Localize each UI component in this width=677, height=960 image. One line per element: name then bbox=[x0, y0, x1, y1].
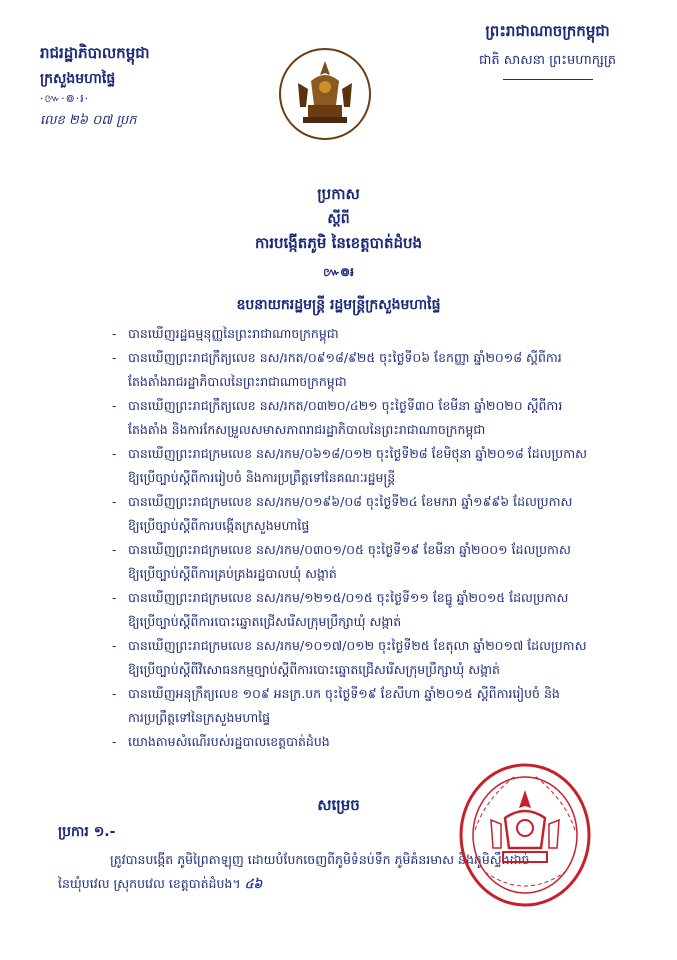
article-body-line1: ត្រូវបានបង្កើត ភូមិព្រៃតាឡុញ ដោយបំបែកចេញពីភូមិទំនប់ទឹក ភូមិគំនរមាស និងភូមិស្ទឹងដាច់ bbox=[110, 852, 530, 867]
list-item: ឱ្យប្រើច្បាប់ស្តីពីការបោះឆ្នោតជ្រើសរើសក្រុមប្រឹក្សាឃុំ សង្កាត់ bbox=[128, 614, 402, 629]
document-type: ប្រកាស bbox=[317, 185, 360, 203]
government-name: រាជរដ្ឋាភិបាលកម្ពុជា bbox=[40, 44, 150, 62]
article-body-text: នៃឃុំបវេល ស្រុកបវេល ខេត្តបាត់ដំបង។ bbox=[58, 876, 241, 891]
list-item: - បានឃើញព្រះរាជក្រឹត្យលេខ នស/រកត/០៩១៨/៩២៥ ចុះថ្ងៃទី០៦ ខែកញ្ញា ឆ្នាំ២០១៨ ស្តីពីការ bbox=[112, 346, 657, 370]
list-item: - បានឃើញព្រះរាជក្រមលេខ នស/រកម/១២១៥/០១៥ ចុះថ្ងៃទី១១ ខែធ្នូ ឆ្នាំ២០១៥ ដែលប្រកាស bbox=[112, 586, 657, 610]
royal-emblem-icon bbox=[278, 47, 372, 141]
ministry-name: ក្រសួងមហាផ្ទៃ bbox=[40, 71, 116, 87]
list-item: - បានឃើញព្រះរាជក្រមលេខ នស/រកម/០៦១៨/០១២ ចុះថ្ងៃទី២៨ ខែមិថុនា ឆ្នាំ២០១៨ ដែលប្រកាស bbox=[112, 442, 657, 466]
list-item: តែងតាំង និងការកែសម្រួលសមាសភាពរាជរដ្ឋាភិបាលនៃព្រះរាជាណាចក្រកម្ពុជា bbox=[128, 422, 486, 437]
list-item: ឱ្យប្រើច្បាប់ស្តីពីការបង្កើតក្រសួងមហាផ្ទៃ bbox=[128, 518, 310, 533]
list-item: - បានឃើញព្រះរាជក្រមលេខ នស/រកម/០៣០១/០៥ ចុះថ្ងៃទី១៩ ខែមីនា ឆ្នាំ២០០១ ដែលប្រកាស bbox=[112, 538, 657, 562]
motto-divider bbox=[503, 79, 593, 80]
list-item: ឱ្យប្រើច្បាប់ស្តីពីការរៀបចំ និងការប្រព្រឹត្តទៅនៃគណៈរដ្ឋមន្ត្រី bbox=[128, 470, 396, 485]
document-subject: ការបង្កើតភូមិ នៃខេត្តបាត់ដំបង bbox=[254, 234, 423, 252]
official-seal-icon bbox=[455, 760, 595, 910]
ministry-header bbox=[40, 44, 210, 131]
kingdom-name: ព្រះរាជាណាចក្រកម្ពុជា bbox=[485, 22, 610, 40]
header-ornament: ·៚·៙·៛· bbox=[40, 92, 90, 105]
list-item: - បានឃើញព្រះរាជក្រឹត្យលេខ នស/រកត/០៣២០/៤២១ ចុះថ្ងៃទី៣០ ខែមីនា ឆ្នាំ២០២០ ស្តីពីការ bbox=[112, 394, 657, 418]
initials-mark: ៤៦ bbox=[244, 876, 263, 891]
article-label: ប្រការ ១.- bbox=[58, 824, 116, 840]
list-item: តែងតាំងរាជរដ្ឋាភិបាលនៃព្រះរាជាណាចក្រកម្ពុជា bbox=[128, 374, 347, 389]
list-item: - យោងតាមសំណើរបស់រដ្ឋបាលខេត្តបាត់ដំបង bbox=[112, 730, 657, 754]
list-item: - បានឃើញរដ្ឋធម្មនុញ្ញនៃព្រះរាជាណាចក្រកម្ពុជា bbox=[112, 322, 657, 346]
list-item: ឱ្យប្រើច្បាប់ស្តីពីវិសោធនកម្មច្បាប់ស្តីពីការបោះឆ្នោតជ្រើសរើសក្រុមប្រឹក្សាឃុំ សង្កាត់ bbox=[128, 662, 500, 677]
list-item: ការប្រព្រឹត្តទៅនៃក្រសួងមហាផ្ទៃ bbox=[128, 710, 271, 725]
considerations-list bbox=[112, 322, 657, 754]
decision-heading: សម្រេច bbox=[317, 796, 360, 814]
list-item: - បានឃើញព្រះរាជក្រមលេខ នស/រកម/១០១៧/០១២ ចុះថ្ងៃទី២៥ ខែតុលា ឆ្នាំ២០១៧ ដែលប្រកាស bbox=[112, 634, 657, 658]
title-about: ស្តីពី bbox=[327, 211, 350, 227]
issuing-authority: ឧបនាយករដ្ឋមន្ត្រី រដ្ឋមន្ត្រីក្រសួងមហាផ្ទៃ bbox=[236, 297, 441, 313]
kingdom-header bbox=[440, 22, 655, 80]
reference-number: លេខ ២៦ ០៧ ប្រក bbox=[40, 113, 137, 128]
title-ornament: ៚៙៛ bbox=[323, 265, 354, 279]
list-item: ឱ្យប្រើច្បាប់ស្តីពីការគ្រប់គ្រងរដ្ឋបាលឃុំ សង្កាត់ bbox=[128, 566, 337, 581]
list-item: - បានឃើញព្រះរាជក្រមលេខ នស/រកម/០១៩៦/០៨ ចុះថ្ងៃទី២៤ ខែមករា ឆ្នាំ១៩៩៦ ដែលប្រកាស bbox=[112, 490, 657, 514]
national-motto: ជាតិ សាសនា ព្រះមហាក្សត្រ bbox=[479, 53, 616, 68]
list-item: - បានឃើញអនុក្រឹត្យលេខ ១០៩ អនក្រ.បក ចុះថ្ងៃទី១៩ ខែសីហា ឆ្នាំ២០១៥ ស្តីពីការរៀបចំ និង bbox=[112, 682, 657, 706]
